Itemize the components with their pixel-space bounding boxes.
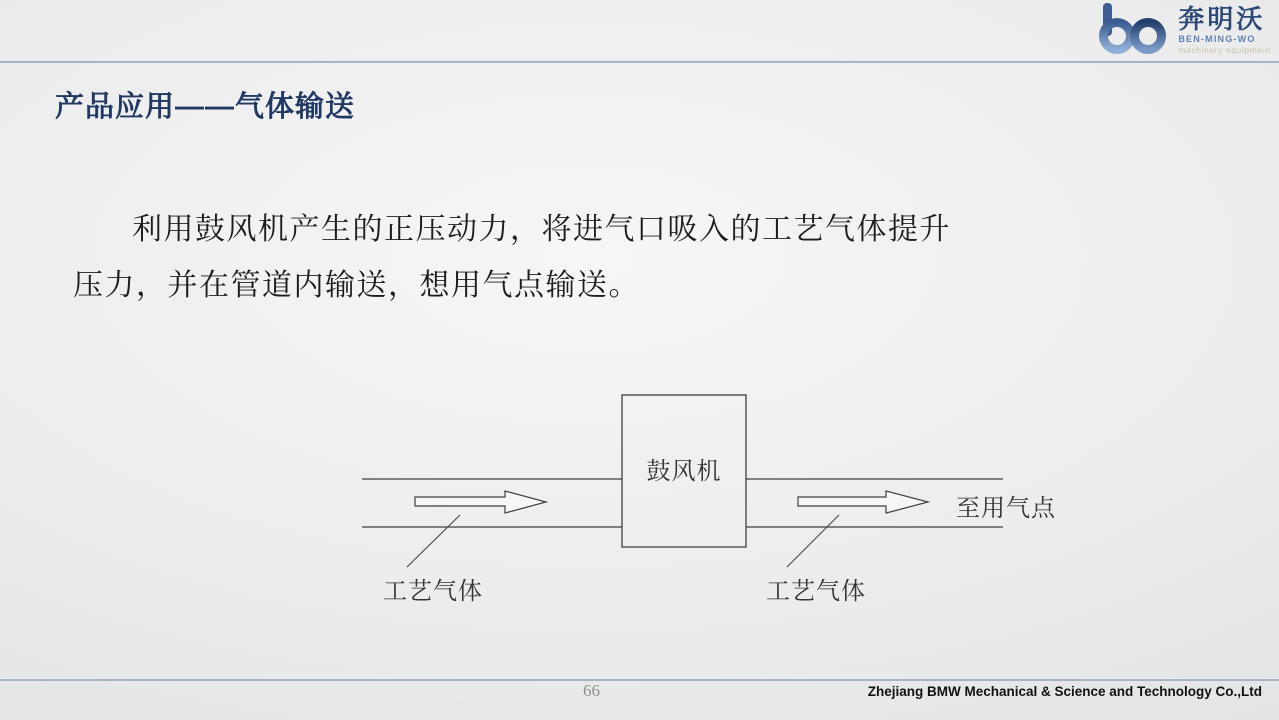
left-label-leader-line [407, 515, 460, 567]
left-flow-arrow-icon [415, 491, 546, 513]
page-number: 66 [583, 681, 600, 700]
process-gas-label-left: 工艺气体 [383, 579, 483, 605]
process-gas-label-right: 工艺气体 [766, 579, 866, 605]
right-label-leader-line [787, 515, 839, 567]
bo-rings-logo-icon [1091, 1, 1173, 60]
company-logo [1091, 3, 1271, 57]
blower-label: 鼓风机 [646, 458, 722, 485]
brand-name-english: BEN-MING-WO [1178, 33, 1256, 44]
right-flow-arrow-icon [798, 491, 928, 513]
logo-text-block [1178, 3, 1271, 55]
header-divider [0, 60, 1279, 63]
footer-divider [0, 678, 1279, 681]
brand-name-chinese: 奔明沃 [1178, 3, 1266, 34]
brand-tagline: machinery equipment [1178, 44, 1271, 55]
outlet-label: 至用气点 [956, 496, 1056, 522]
body-text-line-2: 压力，并在管道内输送，想用气点输送。 [73, 269, 640, 302]
footer-company-name: Zhejiang BMW Mechanical & Science and Technology Co.,Ltd [867, 684, 1262, 699]
body-text-line-1: 利用鼓风机产生的正压动力，将进气口吸入的工艺气体提升 [132, 213, 951, 246]
slide-title: 产品应用——气体输送 [55, 91, 356, 123]
